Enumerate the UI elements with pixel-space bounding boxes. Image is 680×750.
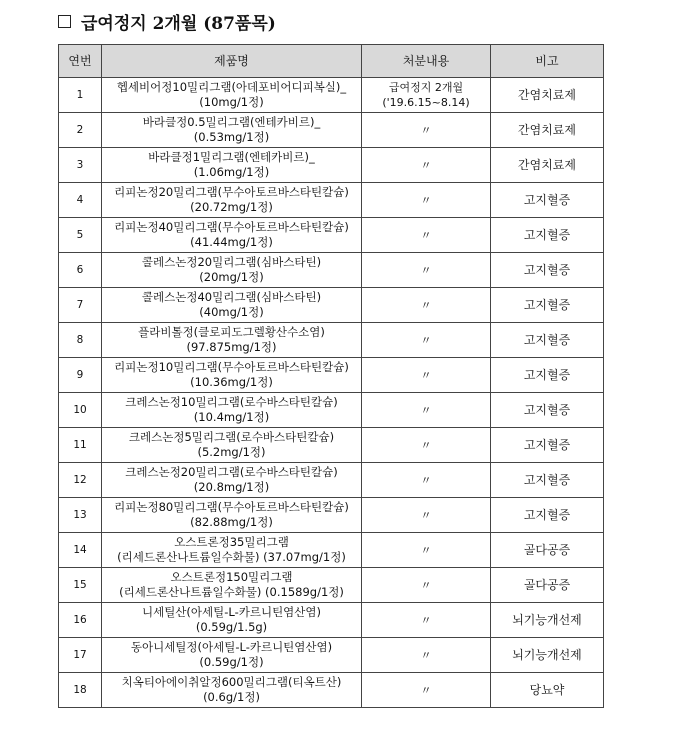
product-name-line1: 바라클정0.5밀리그램(엔테카비르)_	[142, 115, 321, 129]
row-number-cell	[59, 603, 102, 638]
product-name-cell	[102, 113, 362, 148]
product-name-line1: 헵세비어정10밀리그램(아데포비어디피복실)_	[116, 80, 347, 94]
product-name-line2: (20.72mg/1정)	[190, 200, 273, 214]
note-cell	[491, 533, 604, 568]
table-row	[59, 498, 604, 533]
product-name-line1: 콜레스논정40밀리그램(심바스타틴)	[141, 290, 322, 304]
row-number-cell	[59, 393, 102, 428]
product-name-cell	[102, 253, 362, 288]
product-name-line2: (97.875mg/1정)	[186, 340, 277, 354]
product-name-line2: (20.8mg/1정)	[193, 480, 270, 494]
note-cell	[491, 428, 604, 463]
product-name-line2: (리세드론산나트륨일수화물) (0.1589g/1정)	[119, 585, 344, 599]
action-cell	[362, 78, 491, 113]
row-number: 10	[73, 403, 87, 416]
product-name-line2: (리세드론산나트륨일수화물) (37.07mg/1정)	[117, 550, 346, 564]
note-cell	[491, 218, 604, 253]
note-text: 간염치료제	[518, 87, 576, 102]
note-cell	[491, 498, 604, 533]
action-cell	[362, 218, 491, 253]
note-text: 간염치료제	[518, 157, 576, 172]
note-cell	[491, 568, 604, 603]
table-row	[59, 358, 604, 393]
table-row	[59, 463, 604, 498]
product-name-line1: 치옥티아에이취알정600밀리그램(티옥트산)	[121, 675, 342, 689]
product-name-line1: 오스트론정150밀리그램	[170, 570, 293, 584]
product-name-cell	[102, 533, 362, 568]
action-line1: 〃	[420, 333, 432, 347]
action-cell	[362, 638, 491, 673]
note-cell	[491, 463, 604, 498]
row-number: 14	[73, 543, 87, 556]
product-name-cell	[102, 288, 362, 323]
row-number: 7	[76, 298, 84, 311]
row-number: 18	[73, 683, 87, 696]
action-line1: 〃	[420, 368, 432, 382]
row-number: 13	[73, 508, 87, 521]
note-cell	[491, 253, 604, 288]
note-cell	[491, 638, 604, 673]
action-cell	[362, 603, 491, 638]
note-text: 고지혈증	[523, 227, 571, 242]
note-text: 뇌기능개선제	[512, 647, 582, 662]
product-name-line2: (1.06mg/1정)	[193, 165, 270, 179]
action-line1: 〃	[420, 193, 432, 207]
product-name-line2: (0.59g/1정)	[199, 655, 264, 669]
row-number-cell	[59, 253, 102, 288]
product-name-line2: (10.4mg/1정)	[193, 410, 270, 424]
action-line1: 〃	[420, 158, 432, 172]
row-number-cell	[59, 113, 102, 148]
product-name-line2: (10mg/1정)	[199, 95, 264, 109]
note-text: 간염치료제	[518, 122, 576, 137]
note-cell	[491, 673, 604, 708]
product-name-cell	[102, 148, 362, 183]
action-line1: 〃	[420, 473, 432, 487]
action-cell	[362, 393, 491, 428]
product-name-line1: 크레스논정5밀리그램(로수바스타틴칼슘)	[128, 430, 335, 444]
product-name-line1: 동아니세틸정(아세틸-L-카르니틴염산염)	[130, 640, 333, 654]
product-name-cell	[102, 78, 362, 113]
product-name-line1: 크레스논정20밀리그램(로수바스타틴칼슘)	[125, 465, 338, 479]
note-text: 고지혈증	[523, 402, 571, 417]
note-text: 골다공증	[523, 542, 571, 557]
product-name-cell	[102, 428, 362, 463]
product-name-line1: 리피논정40밀리그램(무수아토르바스타틴칼슘)	[114, 220, 349, 234]
product-name-cell	[102, 498, 362, 533]
product-name-cell	[102, 673, 362, 708]
action-cell	[362, 323, 491, 358]
action-line1: 〃	[420, 648, 432, 662]
note-text: 고지혈증	[523, 297, 571, 312]
product-name-line1: 오스트론정35밀리그램	[174, 535, 289, 549]
product-name-line2: (10.36mg/1정)	[190, 375, 273, 389]
product-name-cell	[102, 603, 362, 638]
action-line1: 〃	[420, 123, 432, 137]
table-row	[59, 393, 604, 428]
row-number: 1	[76, 88, 84, 101]
note-text: 당뇨약	[529, 682, 565, 697]
action-line1: 〃	[420, 438, 432, 452]
table-row	[59, 113, 604, 148]
table-row	[59, 78, 604, 113]
note-text: 고지혈증	[523, 262, 571, 277]
note-cell	[491, 323, 604, 358]
product-name-line2: (0.6g/1정)	[203, 690, 260, 704]
note-cell	[491, 113, 604, 148]
action-cell	[362, 113, 491, 148]
product-name-cell	[102, 463, 362, 498]
row-number-cell	[59, 673, 102, 708]
action-cell	[362, 288, 491, 323]
row-number: 6	[76, 263, 84, 276]
action-cell	[362, 533, 491, 568]
table-body	[59, 78, 604, 708]
header-action: 처분내용	[362, 45, 491, 78]
note-text: 고지혈증	[523, 192, 571, 207]
note-cell	[491, 148, 604, 183]
action-cell	[362, 673, 491, 708]
action-cell	[362, 568, 491, 603]
row-number-cell	[59, 183, 102, 218]
action-cell	[362, 253, 491, 288]
table-row	[59, 568, 604, 603]
product-name-line2: (5.2mg/1정)	[197, 445, 266, 459]
action-line1: 〃	[420, 683, 432, 697]
note-text: 고지혈증	[523, 507, 571, 522]
row-number: 17	[73, 648, 87, 661]
row-number: 3	[76, 158, 84, 171]
action-line1: 〃	[420, 508, 432, 522]
header-product-name: 제품명	[102, 45, 362, 78]
note-cell	[491, 78, 604, 113]
product-name-cell	[102, 323, 362, 358]
row-number-cell	[59, 323, 102, 358]
product-name-line1: 니세틸산(아세틸-L-카르니틴염산염)	[141, 605, 321, 619]
product-name-line2: (82.88mg/1정)	[190, 515, 273, 529]
action-cell	[362, 183, 491, 218]
note-text: 골다공증	[523, 577, 571, 592]
product-name-cell	[102, 358, 362, 393]
table-row	[59, 323, 604, 358]
product-name-line2: (0.53mg/1정)	[193, 130, 270, 144]
header-note: 비고	[491, 45, 604, 78]
note-text: 고지혈증	[523, 472, 571, 487]
row-number-cell	[59, 78, 102, 113]
product-name-cell	[102, 183, 362, 218]
note-text: 고지혈증	[523, 332, 571, 347]
action-line1: 〃	[420, 228, 432, 242]
row-number: 8	[76, 333, 84, 346]
product-name-line1: 콜레스논정20밀리그램(심바스타틴)	[141, 255, 322, 269]
product-name-line2: (0.59g/1.5g)	[195, 620, 268, 634]
action-line1: 〃	[420, 613, 432, 627]
suspension-table	[58, 44, 604, 708]
row-number-cell	[59, 498, 102, 533]
note-text: 뇌기능개선제	[512, 612, 582, 627]
header-no: 연번	[59, 45, 102, 78]
product-name-line1: 리피논정80밀리그램(무수아토르바스타틴칼슘)	[114, 500, 349, 514]
product-name-line1: 플라비톨정(클로피도그렐황산수소염)	[138, 325, 325, 339]
table-row	[59, 288, 604, 323]
product-name-cell	[102, 393, 362, 428]
note-cell	[491, 393, 604, 428]
table-row	[59, 218, 604, 253]
note-text: 고지혈증	[523, 367, 571, 382]
action-line1: 〃	[420, 543, 432, 557]
note-cell	[491, 603, 604, 638]
action-line2: ('19.6.15~8.14)	[382, 96, 470, 109]
row-number: 5	[76, 228, 84, 241]
row-number-cell	[59, 533, 102, 568]
product-name-line1: 바라클정1밀리그램(엔테카비르)_	[148, 150, 315, 164]
table-row	[59, 638, 604, 673]
product-name-cell	[102, 638, 362, 673]
row-number: 11	[73, 438, 87, 451]
row-number-cell	[59, 428, 102, 463]
row-number: 12	[73, 473, 87, 486]
action-line1: 〃	[420, 263, 432, 277]
row-number: 2	[76, 123, 84, 136]
row-number-cell	[59, 288, 102, 323]
table-row	[59, 428, 604, 463]
action-cell	[362, 358, 491, 393]
table-row	[59, 253, 604, 288]
product-name-line2: (40mg/1정)	[199, 305, 264, 319]
note-cell	[491, 183, 604, 218]
table-row	[59, 533, 604, 568]
note-text: 고지혈증	[523, 437, 571, 452]
table-row	[59, 183, 604, 218]
row-number-cell	[59, 568, 102, 603]
row-number-cell	[59, 463, 102, 498]
action-cell	[362, 428, 491, 463]
action-line1: 급여정지 2개월	[388, 81, 464, 94]
product-name-line2: (20mg/1정)	[199, 270, 264, 284]
product-name-line2: (41.44mg/1정)	[190, 235, 273, 249]
table-row	[59, 148, 604, 183]
action-line1: 〃	[420, 403, 432, 417]
action-cell	[362, 498, 491, 533]
row-number-cell	[59, 638, 102, 673]
product-name-line1: 리피논정20밀리그램(무수아토르바스타틴칼슘)	[114, 185, 349, 199]
note-cell	[491, 288, 604, 323]
row-number: 4	[76, 193, 84, 206]
action-cell	[362, 148, 491, 183]
table-row	[59, 673, 604, 708]
row-number: 16	[73, 613, 87, 626]
product-name-cell	[102, 218, 362, 253]
note-cell	[491, 358, 604, 393]
product-name-line1: 리피논정10밀리그램(무수아토르바스타틴칼슘)	[114, 360, 349, 374]
action-cell	[362, 463, 491, 498]
product-name-line1: 크레스논정10밀리그램(로수바스타틴칼슘)	[125, 395, 338, 409]
checkbox-square-icon	[58, 15, 71, 28]
row-number: 15	[73, 578, 87, 591]
action-line1: 〃	[420, 578, 432, 592]
table-row	[59, 603, 604, 638]
title-text: 급여정지 2개월 (87품목)	[81, 13, 276, 34]
row-number-cell	[59, 218, 102, 253]
action-line1: 〃	[420, 298, 432, 312]
table-header-row	[59, 45, 604, 78]
row-number-cell	[59, 358, 102, 393]
row-number: 9	[76, 368, 84, 381]
product-name-cell	[102, 568, 362, 603]
document-title	[58, 9, 276, 33]
row-number-cell	[59, 148, 102, 183]
